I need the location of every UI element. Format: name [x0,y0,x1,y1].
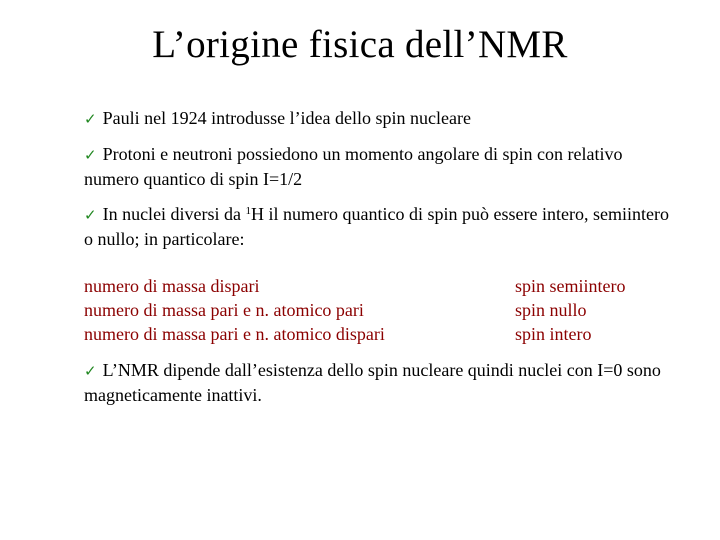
bullet-pauli [84,106,674,131]
spin-result: spin intero [515,324,592,344]
spin-rules-table [84,274,664,346]
bullet-spin-values [84,202,674,251]
checkmark-icon: ✓ [84,362,97,380]
bullet-text: Pauli nel 1924 introdusse l’idea dello spin nucleare [102,108,471,128]
mass-number-superscript: 1 [245,205,252,217]
checkmark-icon: ✓ [84,110,97,128]
bullet-protons-neutrons [84,142,674,191]
bullet-text-pre: In nuclei diversi da [102,204,246,224]
checkmark-icon: ✓ [84,146,97,164]
bullet-nmr-dependence [84,358,674,407]
spin-result: spin semiintero [515,276,626,296]
table-row [84,322,664,346]
mass-number-condition: numero di massa pari e n. atomico pari [84,300,364,320]
bullet-text: Protoni e neutroni possiedono un momento angolare di spin con relativo numero quantico di spin I=1/2 [84,144,623,189]
table-row [84,274,664,298]
bullet-text: L’NMR dipende dall’esistenza dello spin nucleare quindi nuclei con I=0 sono magneticamente inattivi. [84,360,661,405]
spin-result: spin nullo [515,300,587,320]
table-row [84,298,664,322]
checkmark-icon: ✓ [84,206,97,224]
slide-title: L’origine fisica dell’NMR [152,23,568,66]
mass-number-condition: numero di massa pari e n. atomico dispari [84,324,385,344]
bullet-text-post: H il numero quantico di spin può essere intero, semiintero o nullo; in particolare: [84,204,669,249]
mass-number-condition: numero di massa dispari [84,276,260,296]
